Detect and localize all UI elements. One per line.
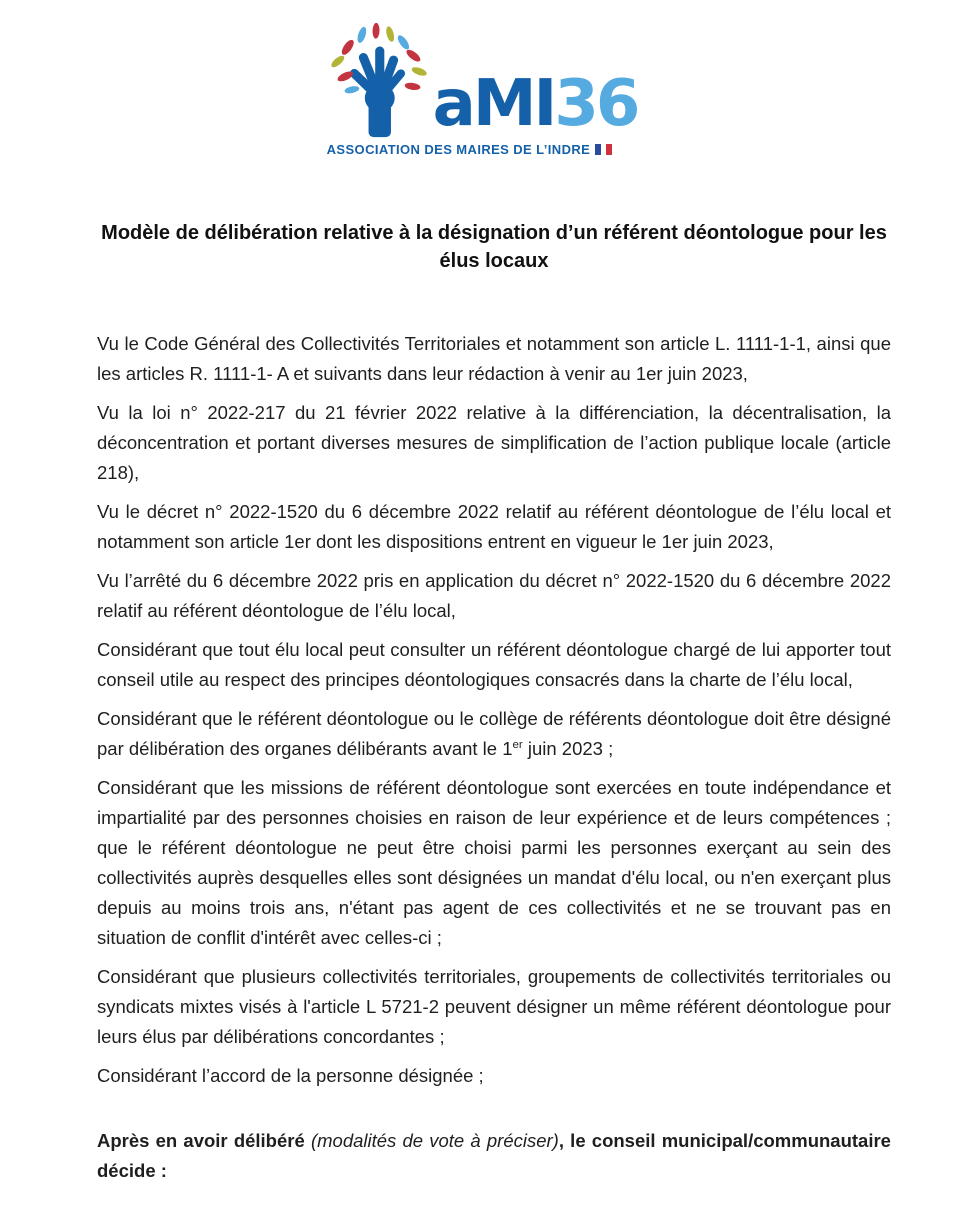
logo-inner — [327, 22, 638, 157]
text-run: Vu l’arrêté du 6 décembre 2022 pris en application du décret n° 2022-1520 du 6 décembre 2022 relatif au référent déontologue de l’élu local, — [97, 570, 891, 621]
paragraph — [97, 773, 891, 953]
paragraph — [97, 497, 891, 557]
hand-tree-icon — [327, 22, 435, 140]
paragraph — [97, 329, 891, 389]
text-run: Considérant que le référent déontologue ou le collège de référents déontologue doit être désigné par délibération des organes délibérants avant le 1 — [97, 708, 891, 759]
paragraph-spacer — [97, 1100, 891, 1126]
text-run: Après en avoir délibéré — [97, 1130, 311, 1151]
text-run: Vu le Code Général des Collectivités Territoriales et notamment son article L. 1111-1-1, ainsi que les articles R. 1111-1- A et suivants dans leur rédaction à venir au 1er juin 2023, — [97, 333, 891, 384]
logo-text-36: 36 — [554, 67, 638, 141]
french-flag-icon — [595, 144, 612, 155]
text-run: , le conseil municipal/communautaire décide : — [97, 1130, 891, 1181]
document-body — [97, 329, 891, 1186]
paragraph — [97, 1061, 891, 1091]
text-run: (modalités de vote à préciser) — [310, 1130, 559, 1151]
logo-tagline-row — [327, 142, 613, 157]
paragraph — [97, 566, 891, 626]
logo-text-ami: aMI — [432, 67, 555, 141]
paragraph — [97, 704, 891, 764]
paragraph — [97, 1126, 891, 1186]
text-run: Vu le décret n° 2022-1520 du 6 décembre 2022 relatif au référent déontologue de l’élu local et notamment son article 1er dont les dispositions entrent en vigueur le 1er juin 2023, — [97, 501, 891, 552]
text-run: Considérant que les missions de référent déontologue sont exercées en toute indépendance et impartialité par des personnes choisies en raison de leur expérience et de leurs compétences ; que le référent déontologue ne peut être choisi parmi les personnes exerçant au sein des collectivités auprès desquelles elles sont désignées un mandat d'élu local, ou n'en exerçant plus depuis au moins trois ans, n'étant pas agent de ces collectivités et ne se trouvant pas en situation de conflit d'intérêt avec celles-ci ; — [97, 777, 891, 948]
text-run: Vu la loi n° 2022-217 du 21 février 2022 relative à la différenciation, la décentralisation, la déconcentration et portant diverses mesures de simplification de l’action publique locale (article 218), — [97, 402, 891, 483]
paragraph — [97, 962, 891, 1052]
logo-tagline: ASSOCIATION DES MAIRES DE L’INDRE — [326, 142, 591, 157]
text-run: Considérant que plusieurs collectivités territoriales, groupements de collectivités territoriales ou syndicats mixtes visés à l'article L 5721-2 peuvent désigner un même référent déontologue pour leurs élus par délibérations concordantes ; — [97, 966, 891, 1047]
text-run: Considérant que tout élu local peut consulter un référent déontologue chargé de lui apporter tout conseil utile au respect des principes déontologiques consacrés dans la charte de l’élu local, — [97, 639, 891, 690]
paragraph — [97, 398, 891, 488]
logo — [0, 22, 964, 157]
logo-wordmark — [432, 67, 638, 141]
text-run: Considérant l’accord de la personne désignée ; — [97, 1065, 484, 1086]
paragraph — [97, 635, 891, 695]
text-run: juin 2023 ; — [522, 738, 614, 759]
logo-row — [327, 22, 638, 140]
text-run: er — [512, 738, 523, 751]
document-title: Modèle de délibération relative à la désignation d’un référent déontologue pour les élus locaux — [101, 222, 887, 272]
